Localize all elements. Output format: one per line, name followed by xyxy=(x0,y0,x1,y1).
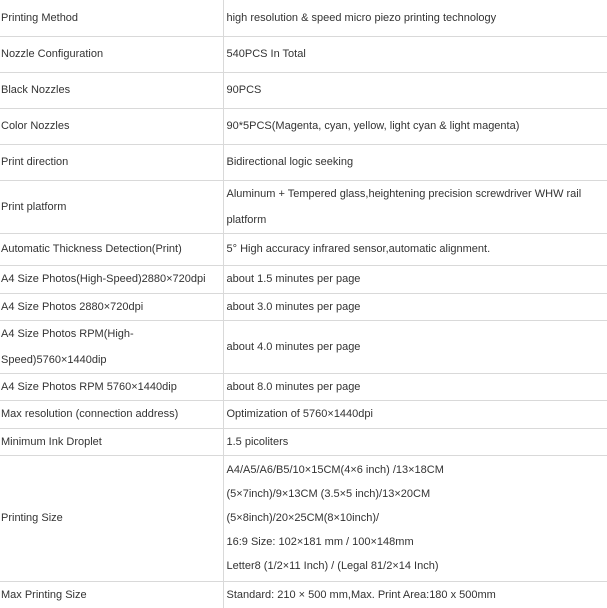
spec-label: A4 Size Photos RPM 5760×1440dip xyxy=(0,373,223,400)
spec-label: Color Nozzles xyxy=(0,108,223,144)
spec-label: Nozzle Configuration xyxy=(0,36,223,72)
spec-value: 540PCS In Total xyxy=(223,36,607,72)
spec-value: high resolution & speed micro piezo printing technology xyxy=(223,0,607,36)
spec-label: Max Printing Size xyxy=(0,581,223,608)
spec-value: about 8.0 minutes per page xyxy=(223,373,607,400)
table-row xyxy=(0,428,607,455)
table-row xyxy=(0,108,607,144)
table-row xyxy=(0,373,607,400)
spec-value: Aluminum + Tempered glass,heightening precision screwdriver WHW rail platform xyxy=(223,180,607,233)
table-row xyxy=(0,293,607,320)
spec-value: 90PCS xyxy=(223,72,607,108)
spec-value: A4/A5/A6/B5/10×15CM(4×6 inch) /13×18CM (5×7inch)/9×13CM (3.5×5 inch)/13×20CM (5×8inch)/20×25CM(8×10inch)/ 16:9 Size: 102×181 mm / 100×148mm Letter8 (1/2×11 Inch) / (Legal 81/2×14 Inch) xyxy=(223,455,607,581)
table-row xyxy=(0,320,607,373)
spec-value: 90*5PCS(Magenta, cyan, yellow, light cyan & light magenta) xyxy=(223,108,607,144)
spec-label: A4 Size Photos(High-Speed)2880×720dpi xyxy=(0,265,223,293)
spec-value: Standard: 210 × 500 mm,Max. Print Area:180 x 500mm xyxy=(226,588,496,601)
table-row xyxy=(0,72,607,108)
spec-label: Minimum Ink Droplet xyxy=(0,428,223,455)
spec-label: Automatic Thickness Detection(Print) xyxy=(0,233,223,265)
table-row xyxy=(0,581,607,608)
spec-value: about 1.5 minutes per page xyxy=(223,265,607,293)
spec-value: Bidirectional logic seeking xyxy=(223,144,607,180)
spec-value: 1.5 picoliters xyxy=(223,428,607,455)
spec-value: about 4.0 minutes per page xyxy=(223,320,607,373)
table-row xyxy=(0,455,607,581)
spec-label: Max resolution (connection address) xyxy=(0,400,223,428)
spec-label: A4 Size Photos RPM(High- Speed)5760×1440dip xyxy=(0,320,223,373)
table-row xyxy=(0,265,607,293)
table-row xyxy=(0,400,607,428)
spec-label: Black Nozzles xyxy=(0,72,223,108)
table-row xyxy=(0,0,607,36)
table-row xyxy=(0,36,607,72)
table-row xyxy=(0,144,607,180)
spec-label: Printing Size xyxy=(0,455,223,581)
spec-label: Print direction xyxy=(0,144,223,180)
spec-value: 5° High accuracy infrared sensor,automatic alignment. xyxy=(223,233,607,265)
spec-label: Printing Method xyxy=(0,0,223,36)
spec-value: about 3.0 minutes per page xyxy=(223,293,607,320)
spec-label: Print platform xyxy=(0,180,223,233)
table-row xyxy=(0,180,607,233)
spec-label: A4 Size Photos 2880×720dpi xyxy=(0,293,223,320)
table-row xyxy=(0,233,607,265)
spec-value: Optimization of 5760×1440dpi xyxy=(223,400,607,428)
